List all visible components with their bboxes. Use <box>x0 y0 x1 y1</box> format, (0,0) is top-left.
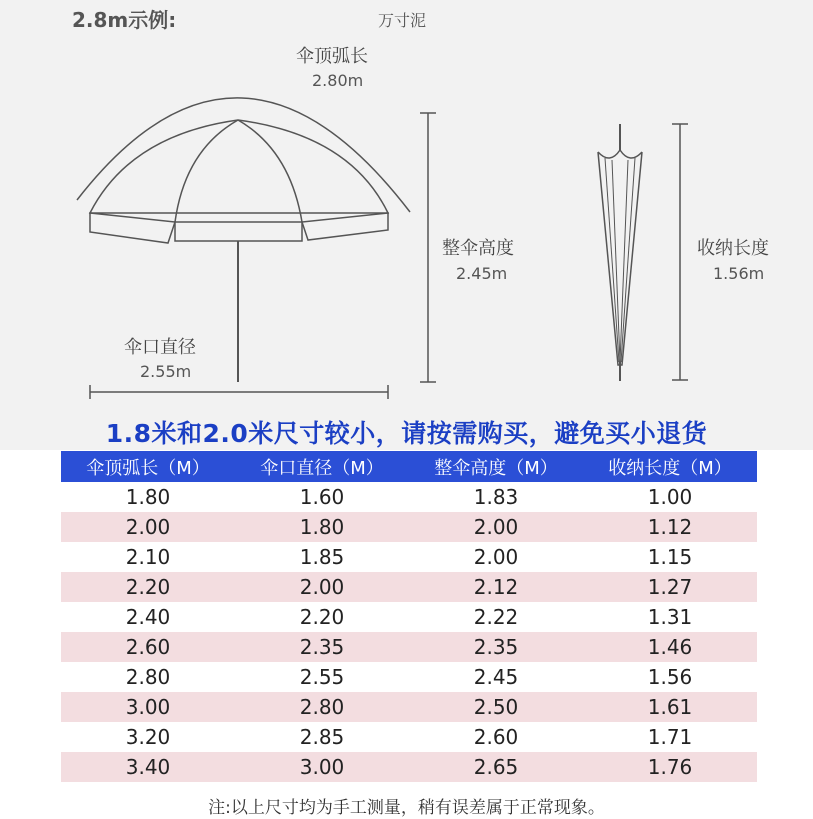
canopy-valance <box>90 213 175 243</box>
cell-arc-length: 2.10 <box>125 545 171 569</box>
header-height: 整伞高度（M） <box>409 451 583 482</box>
cell-arc-length: 2.20 <box>61 572 235 602</box>
cell-diameter: 1.85 <box>299 545 345 569</box>
cell-diameter: 2.80 <box>235 692 409 722</box>
cell-diameter: 1.60 <box>299 485 345 509</box>
total-height-value: 2.45m <box>456 264 508 283</box>
cell-folded-length: 1.71 <box>647 725 693 749</box>
cell-height: 2.50 <box>409 692 583 722</box>
diameter-value: 2.55m <box>140 362 192 381</box>
cell-folded-length: 1.27 <box>583 572 757 602</box>
cell-arc-length: 2.80 <box>125 665 171 689</box>
cell-folded-length: 1.00 <box>647 485 693 509</box>
table-row <box>61 572 757 602</box>
cell-height: 2.00 <box>473 545 519 569</box>
cell-folded-length: 1.56 <box>647 665 693 689</box>
table-row <box>61 752 757 782</box>
cell-height: 2.12 <box>409 572 583 602</box>
header-arc-length: 伞顶弧长（M） <box>61 451 235 482</box>
arc-length-title: 伞顶弧长 <box>296 46 368 67</box>
arc-length-value: 2.80m <box>312 71 364 90</box>
cell-diameter: 2.55 <box>299 665 345 689</box>
diameter-title: 伞口直径 <box>124 337 196 358</box>
table-row <box>61 662 757 692</box>
cell-height: 2.60 <box>473 725 519 749</box>
cell-folded-length: 1.12 <box>583 512 757 542</box>
measurement-note: 注:以上尺寸均为手工测量，稍有误差属于正常现象。 <box>208 798 605 818</box>
cell-arc-length: 3.40 <box>61 752 235 782</box>
cell-arc-length: 3.20 <box>125 725 171 749</box>
table-row <box>61 722 757 752</box>
header-folded-length: 收纳长度（M） <box>583 451 757 482</box>
example-label: 2.8m示例: <box>72 8 177 32</box>
cell-height: 1.83 <box>473 485 519 509</box>
cell-arc-length: 2.40 <box>125 605 171 629</box>
cell-diameter: 2.00 <box>235 572 409 602</box>
cell-arc-length: 1.80 <box>125 485 171 509</box>
cell-folded-length: 1.61 <box>583 692 757 722</box>
size-table <box>61 451 757 782</box>
cell-diameter: 2.85 <box>299 725 345 749</box>
folded-length-value: 1.56m <box>713 264 765 283</box>
arc-length-arc <box>77 98 410 212</box>
open-canopy <box>90 120 388 213</box>
cell-folded-length: 1.15 <box>647 545 693 569</box>
cell-height: 2.65 <box>409 752 583 782</box>
cell-height: 2.45 <box>473 665 519 689</box>
cell-height: 2.35 <box>409 632 583 662</box>
cell-arc-length: 2.60 <box>61 632 235 662</box>
cell-height: 2.22 <box>473 605 519 629</box>
table-row <box>61 632 757 662</box>
header-diameter: 伞口直径（M） <box>235 451 409 482</box>
cell-arc-length: 3.00 <box>61 692 235 722</box>
total-height-title: 整伞高度 <box>442 238 514 259</box>
table-row <box>61 542 757 572</box>
closed-umbrella <box>598 124 642 381</box>
table-row <box>61 512 757 542</box>
table-row <box>61 692 757 722</box>
brand-name: 万寸泥 <box>378 11 427 30</box>
cell-folded-length: 1.46 <box>583 632 757 662</box>
cell-diameter: 2.20 <box>299 605 345 629</box>
table-row <box>61 482 757 512</box>
cell-folded-length: 1.31 <box>647 605 693 629</box>
size-warning: 1.8米和2.0米尺寸较小，请按需购买，避免买小退货 <box>105 419 708 448</box>
cell-diameter: 1.80 <box>235 512 409 542</box>
cell-diameter: 3.00 <box>235 752 409 782</box>
cell-arc-length: 2.00 <box>61 512 235 542</box>
cell-height: 2.00 <box>409 512 583 542</box>
cell-diameter: 2.35 <box>235 632 409 662</box>
folded-length-title: 收纳长度 <box>697 238 769 259</box>
cell-folded-length: 1.76 <box>583 752 757 782</box>
table-row <box>61 602 757 632</box>
table-header-row <box>61 451 757 482</box>
